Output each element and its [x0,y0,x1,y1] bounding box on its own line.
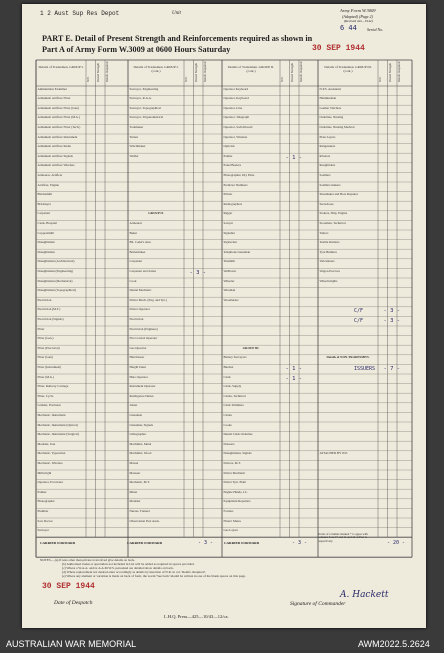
trade-row-label: Fitter (Electrical) [37,345,60,350]
trade-row-label: ATTACHED BY W.E. [319,451,349,456]
group-header-3: Details of Tradesmen. GROUP III. (cont.) [324,65,372,73]
trade-row-label: Armament Artificer Fitter (Tech.) [37,124,81,129]
trade-row-label: Battery Surveyors [223,355,247,360]
trade-row-label: GROUP III. [242,345,260,350]
trade-row-label: Painter [37,489,47,494]
trade-row-label: Grinder, Precision [37,403,61,408]
cf-value-g2c: - 3 - [292,540,308,546]
serial-label: Serial No. [367,27,384,32]
trade-row-label: Signaller [223,230,236,235]
signature-label: Signature of Commander [290,601,346,607]
trade-row-label: Operator, Wireless [223,134,248,139]
group-header-0: Details of Tradesmen. GROUP I. [38,65,84,69]
trade-row-label: Height Taker [129,364,147,369]
trade-row-label: Electrician (Signals) [37,316,64,321]
trade-row-label: Ammunition Examiner [37,86,67,91]
trade-row-label: Operator Keyboard [223,86,249,91]
trade-row-label: Orderlies, Nursing [319,115,344,120]
trade-row-label: Riveters [319,153,331,158]
entry-issuers: ISSUERS [354,365,376,372]
trade-row-label: Operator, Line [223,105,243,110]
trade-row-label: Sawyer [223,220,234,225]
subheader-0-0: W.E. [86,76,90,82]
trade-row-label: Gas Operator [129,345,147,350]
trade-row-label: Surveyor, Engineering [129,86,159,91]
trade-row-label: Operator, Excavator [37,480,64,485]
carried-forward-g1c: CARRIED FORWARD [127,541,163,545]
trade-row-label: Driver Mech. (Eng. and Tpt.) [129,297,167,302]
trade-row-label: Armament Artificer Fitter (M.G.) [37,115,81,120]
trade-row-label: Armourer [129,220,143,225]
trade-row-label: Mechanic, Wireless [37,460,63,465]
trade-row-label: Details of NON-TRADESMEN. [326,355,370,360]
notes-block [40,558,410,578]
trade-row-label: Operator, Keyboard [223,96,249,101]
subheader-3-0: W.E. [378,76,382,82]
form-ref-3: (Revised Jan., 1942) [344,19,373,23]
trade-row-label: Operator, Telegraph [223,115,249,120]
trade-row-label: Orderlies, Nursing Medical [319,124,355,129]
trade-row-label: Clerk Trimmers [223,403,244,408]
trade-row-label: Printer [223,192,233,197]
trade-row-label: Mechanic, Typewriter [37,451,66,456]
trade-row-label: Wellborer [223,268,237,273]
trade-row-label: Bit. Cadet's Asst. [129,240,152,245]
trade-row-label: Fitter (Gun) [37,355,53,360]
trade-row-label: Electrician [129,316,144,321]
trade-row-label: Draughtsman (Mechanical) [37,278,73,283]
trade-row-label: Draughtsman [37,249,55,254]
form-title-line1: PART E. Detail of Present Strength and Reinforcements required as shown in [42,34,313,43]
trade-row-label: Butcher [223,364,234,369]
trade-row-label: Roughriders [319,163,336,168]
trade-row-label: Wireman [223,288,236,293]
trade-row-label: Gas Layers [223,528,238,533]
entry-issuers-val: - 7 - [383,365,401,372]
trade-row-label: Hammerman [319,96,337,101]
trade-row-label: Intelligence Duties [129,393,154,398]
subheader-1-1: Posted Strength [193,63,198,82]
trade-row-label: Stokers, Ship, Engine [319,211,348,216]
trade-row-label: Blacksmith [37,192,53,197]
trade-row-label: N.P.S. Assistants [319,86,341,91]
trade-row-label: Painter [223,153,233,158]
form-title-line2: Part A of Army Form W.3009 at 0600 Hours Saturday [42,45,231,54]
trade-row-label: Toolmaker [129,124,144,129]
entry-cf1: C/F [354,308,364,315]
trade-row-label: Cooks [223,422,232,427]
note-line: NOTES.—(a) If tens other than private is involved give details on back. [40,558,135,562]
archive-footer [0,636,444,653]
trade-row-label: Surveyor, Topographical [129,105,161,110]
trade-row-label: Woodturner [223,297,239,302]
date-stamp-header: 30 SEP 1944 [312,44,365,53]
carried-forward-g1: CARRIED FORWARD [40,541,76,545]
trade-row-label: Clerk [223,374,231,379]
trade-row-label: Draughtsman (Topographical) [37,288,76,293]
carried-forward-g2c: CARRIED FORWARD [224,541,260,545]
trade-row-label: Turner [129,134,139,139]
trade-row-label: Engine Hands, I.C. [223,489,248,494]
trade-row-label: Draughtsman (Architectural) [37,259,75,264]
unit-typed: 1 2 Aust Sup Res Depot [40,10,120,17]
trade-row-label: Electrician (Engineer) [129,326,158,331]
trade-row-label: Armament Artificer Wireless [37,163,75,168]
trade-row-label: Photographer [37,499,55,504]
trade-row-label: Surveyor, Trigonometrical [129,115,164,120]
trade-row-label: Photographer, Dry Plate [223,172,255,177]
trade-row-label: Watchmaker [129,144,146,149]
trade-row-label: Saddlers [319,172,331,177]
trade-row-label: Armament Artificer Signals [37,153,73,158]
trade-row-label: Surveyor [37,528,50,533]
trade-row-label: Leather Stitchers [319,105,342,110]
trade-row-label: Armament Artificer Fitter (Gun) [37,105,79,110]
trade-row-label: GROUP II. [148,211,164,216]
trade-row-label: Fitter (Gen.) [37,336,54,341]
trade-row-label: Electrician [37,297,52,302]
subheader-1-2: Reinfs. Required [203,61,207,82]
trade-row-label: Carpenter [37,211,51,216]
entry-painters: - 1 - [285,154,303,161]
form-ref-2: (Adapted) (Page 2) [342,14,373,19]
footer-right: AWM2022.5.2624 [358,639,430,649]
trade-row-label: Panel Beaters [223,163,241,168]
entry-cf1-val: - 3 - [383,308,401,315]
trade-row-label: Armourer, Artificer [37,172,63,177]
trade-row-label: Clerk, Hospital [37,220,57,225]
trade-row-label: Fitter, Railway Carriage [37,384,69,389]
trade-row-label: Rangetakers [319,144,336,149]
trade-row-label: Rigger [223,211,233,216]
unit-label: Unit [172,11,181,16]
subheader-0-1: Posted Strength [95,63,100,82]
trade-row-label: Moulder [129,499,141,504]
entry-clerk: - 1 - [285,375,303,382]
subheader-1-0: W.E. [184,76,188,82]
trade-row-label: Armament Artificer Fitter [37,96,71,101]
form-sheet [22,4,426,628]
note-line: (b) Authorised trades or specialists not included in List will be added as required in spaces provided. [62,562,195,566]
trade-row-label: Boilermaker [129,249,146,254]
note-line: (e) Where any element or variation is made on back of form, the words 'See back' should be written in one of the blank spaces on this page. [62,574,246,578]
trade-row-label: Tyre Builders [319,249,337,254]
trade-row-label: Fitter (Instrument) [37,364,62,369]
cf-value-g2: - 3 - [198,540,214,546]
trade-row-label: Linesman, Signals [129,422,154,427]
group-header-2: Details of Tradesmen. GROUP II. (cont.) [227,65,275,73]
trade-row-label: Driver Tptr. Plant [223,480,247,485]
trade-row-label: Saw Doctor [37,518,53,523]
trade-row-label: Textile Knitters [319,240,340,245]
trade-row-label: Holo Operator [129,374,148,379]
trade-row-label: Machinist, Wood [129,451,152,456]
trade-row-label: Clerks, Technical [223,393,246,398]
subheader-2-1: Posted Strength [289,63,294,82]
trade-row-label: Dental Mechanic [129,288,152,293]
trade-row-label: Tailors [319,230,329,235]
trade-row-label: Fitter (M.G.) [37,374,55,379]
subheader-0-2: Reinfs. Required [105,61,109,82]
note-line: (d) Where replacement not desired enter accordingly as details by insertion of N.R. in col. 'Reinfs. Required'. [62,570,206,574]
trade-row-label: Dental Clerk Orderlies [223,432,253,437]
trade-row-label: Wheeler [223,278,235,283]
trade-row-label: Equipment Repairers [223,499,251,504]
trade-row-label: Optician [223,144,235,149]
trade-row-label: Coppersmith [37,230,54,235]
print-reference: L.H.Q. Press—425—10/43—12/ca. [164,614,229,619]
subheader-2-0: W.E. [280,76,284,82]
group-header-1: Details of Tradesmen. GROUP I. (cont.) [133,65,179,73]
trade-row-label: Artificer, Engine [37,182,59,187]
serial-number: 6 44 [340,24,357,32]
trade-row-label: Mechanic, Instrument [37,412,66,417]
trade-row-label: Moulder, Iron [37,441,56,446]
trade-row-label: Miner [129,489,138,494]
trade-row-label: Wheelwrights [319,278,338,283]
entry-carpenters: - 3 - [189,269,207,276]
trade-row-label: Draughtsmen, Signals [223,451,252,456]
trade-row-label: Armament Artificer Radio [37,144,72,149]
trade-row-label: Tinsmith [223,259,235,264]
form-ref-1: Army Form W.3009 [340,8,376,13]
trade-row-label: Vulcanizers [319,259,335,264]
trade-row-label: Instrument Operator [129,384,156,389]
trade-row-label: Draughtsman [37,240,55,245]
trade-row-label: Predictor Numbers [223,182,248,187]
date-of-despatch-stamp: 30 SEP 1944 [42,582,95,591]
trade-row-label: Signwriter [223,240,237,245]
trade-row-label: Joiner [129,403,138,408]
trade-row-label: Farriers [223,508,234,513]
date-of-despatch-label: Date of Despatch [54,600,93,606]
trade-row-label: Driver Operator [129,307,150,312]
trade-row-label: Mechanic, M.T. [129,480,150,485]
trade-row-label: Mechanic, Instrument (Optical) [37,422,78,427]
trade-row-label: Carpenter [129,259,143,264]
trade-row-label: Welder [129,153,139,158]
trade-row-label: Wagon Erectors [319,268,340,273]
trade-row-label: Carpenter and Joiner [129,268,157,273]
trade-row-label: Clerk, Supply [223,384,242,389]
subheader-2-2: Reinfs. Required [299,61,303,82]
trade-row-label: Storemen, Technical [319,220,346,225]
trade-row-label: Fitter, Cycle [37,393,54,398]
trade-row-label: Millwright [37,470,52,475]
trade-row-label: Linesman [129,412,143,417]
cf-value-total: - 20 - [387,540,406,546]
trade-row-label: Baker [129,230,138,235]
trade-row-label: Plumber [37,508,49,513]
note-line: (c) Where a W.A.A. and/or A.A.M.W.S. personnel are detailed show details on back. [62,566,174,570]
trade-row-label: Cook [129,278,137,283]
trade-row-label: Armament Artificer Instrument [37,134,78,139]
trade-row-label: Fitter [37,326,45,331]
subheader-3-2: Reinfs. Required [397,61,401,82]
trade-row-label: Hairdresser [129,355,145,360]
trade-row-label: Fire Control Operator [129,336,158,341]
trade-row-label: Fitters' Mates [223,518,241,523]
entry-butcher: - 1 - [285,365,303,372]
totals-note: Totals of columns marked * to agree with columns 6 and 7 and 11 and 12 of Part A respectively. [318,532,368,543]
trade-row-label: Surveyor, R.A.A. [129,96,152,101]
commander-signature: A. Hackett [340,590,389,600]
trade-row-label: Masseur [129,470,141,475]
entry-cf2: C/F [354,317,364,324]
trade-row-label: Electrician (M.T.) [37,307,61,312]
trade-row-label: Clerks [223,412,232,417]
trade-row-label: Saddlers makers [319,182,341,187]
trade-row-label: Draughtsman (Engineering) [37,268,74,273]
trade-row-label: Telephone Linesman [223,249,251,254]
entry-cf2-val: - 3 - [383,317,401,324]
trade-row-label: Operator, Switchboard [223,124,253,129]
trade-row-label: Nurses, Trained [129,508,150,513]
trade-row-label: Drivers, M.T. [223,460,241,465]
trade-row-label: Observation Post Assts. [129,518,160,523]
trade-row-label: Plate Layers [319,134,336,139]
trade-row-label: Machinist, Metal [129,441,152,446]
trade-row-label: Mechanic, Instrument (Surgical) [37,432,79,437]
trade-row-label: Bricklayer [37,201,51,206]
trade-row-label: Mason [129,460,139,465]
trade-row-label: Radiographers [223,201,243,206]
trade-row-label: Lithographer [129,432,147,437]
trade-row-label: Shoemaker and Boot Repairer [319,192,359,197]
footer-left: AUSTRALIAN WAR MEMORIAL [6,639,137,649]
trade-row-label: Stevedores [319,201,334,206]
trade-row-label: Driver Mechanic [223,470,246,475]
trade-row-label: Dressers [223,441,235,446]
subheader-3-1: Posted Strength [387,63,392,82]
